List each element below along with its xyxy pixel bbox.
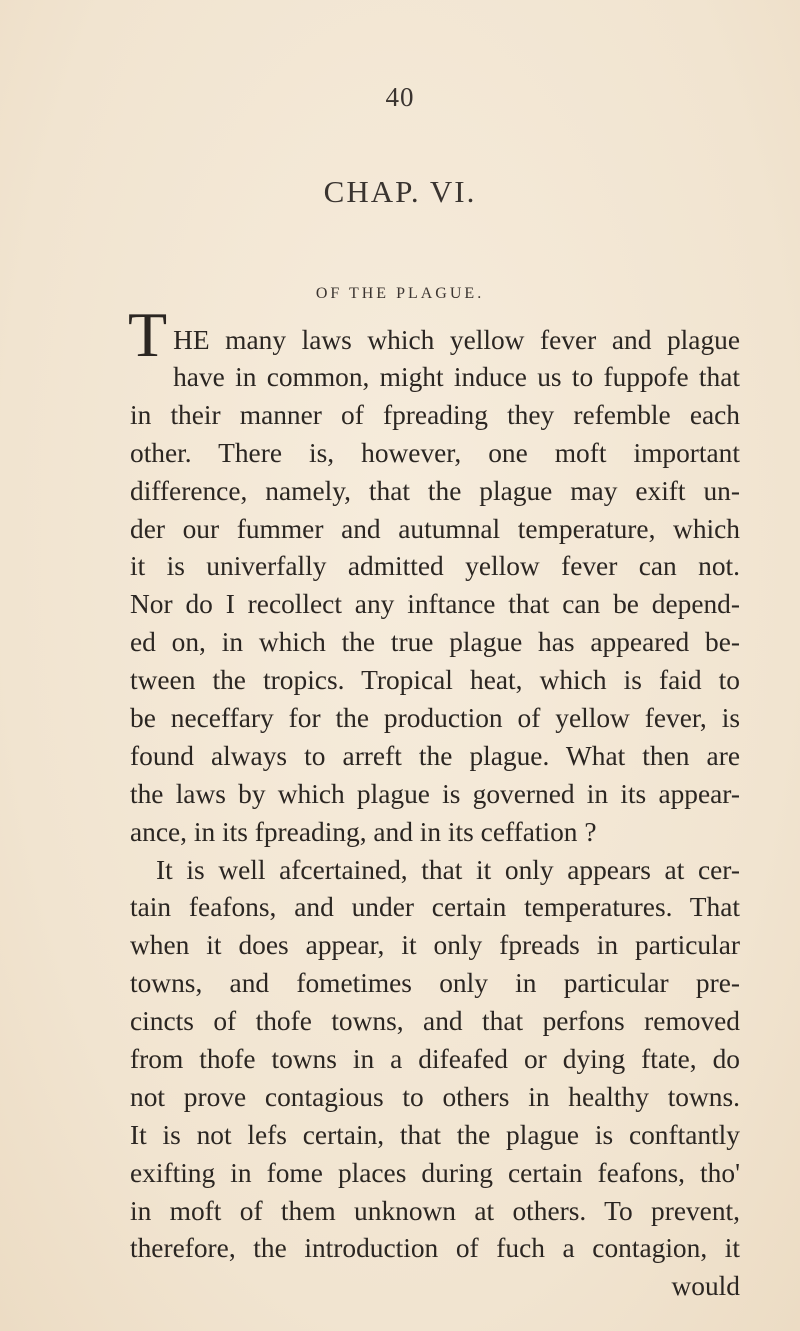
text-line: ance, in its fpreading, and in its ceffation ? [130,816,597,847]
text-line: when it does appear, it only fpreads in particular [130,930,740,961]
text-line: it is univerfally admitted yellow fever can not. [130,551,740,582]
text-line: ed on, in which the true plague has appeared be- [130,627,740,658]
text-line: Nor do I recollect any inftance that can be depend- [130,589,740,620]
page-number: 40 [385,82,415,112]
text-line: have in common, might induce us to fuppofe that [173,362,740,392]
body-text [128,299,740,1306]
text-line: HE many laws which yellow fever and plague [173,325,740,355]
catchword: would [671,1271,740,1302]
drop-cap: T [128,299,168,370]
text-line: in their manner of fpreading they refemble each [130,399,740,430]
text-line: It is not lefs certain, that the plague is conftantly [130,1119,740,1150]
text-line: cincts of thofe towns, and that perfons removed [130,1006,740,1037]
text-line: therefore, the introduction of fuch a contagion, it [130,1233,740,1264]
text-line: in moft of them unknown at others. To prevent, [130,1195,740,1226]
text-line: It is well afcertained, that it only appears at cer- [156,854,740,885]
text-line: from thofe towns in a difeafed or dying ftate, do [130,1044,740,1075]
text-line: not prove contagious to others in healthy towns. [130,1081,740,1112]
paragraph-1-opening [128,299,740,370]
text-line: exifting in fome places during certain feafons, tho' [130,1157,740,1188]
text-line: tween the tropics. Tropical heat, which is faid to [130,665,740,696]
text-line: der our fummer and autumnal temperature, which [130,513,740,544]
text-line: difference, namely, that the plague may exift un- [130,475,740,506]
text-line: the laws by which plague is governed in its appear- [130,778,740,809]
paragraph-2 [130,852,740,1269]
chapter-heading: CHAP. VI. [323,174,477,209]
text-line: other. There is, however, one moft important [130,437,740,468]
text-line: found always to arreft the plague. What then are [130,740,740,771]
text-line: be neceffary for the production of yellow fever, is [130,703,740,734]
paragraph-1 [130,359,740,852]
text-line: tain feafons, and under certain temperatures. That [130,892,740,923]
section-heading: OF THE PLAGUE. [315,285,485,302]
text-line: towns, and fometimes only in particular pre- [130,968,740,999]
